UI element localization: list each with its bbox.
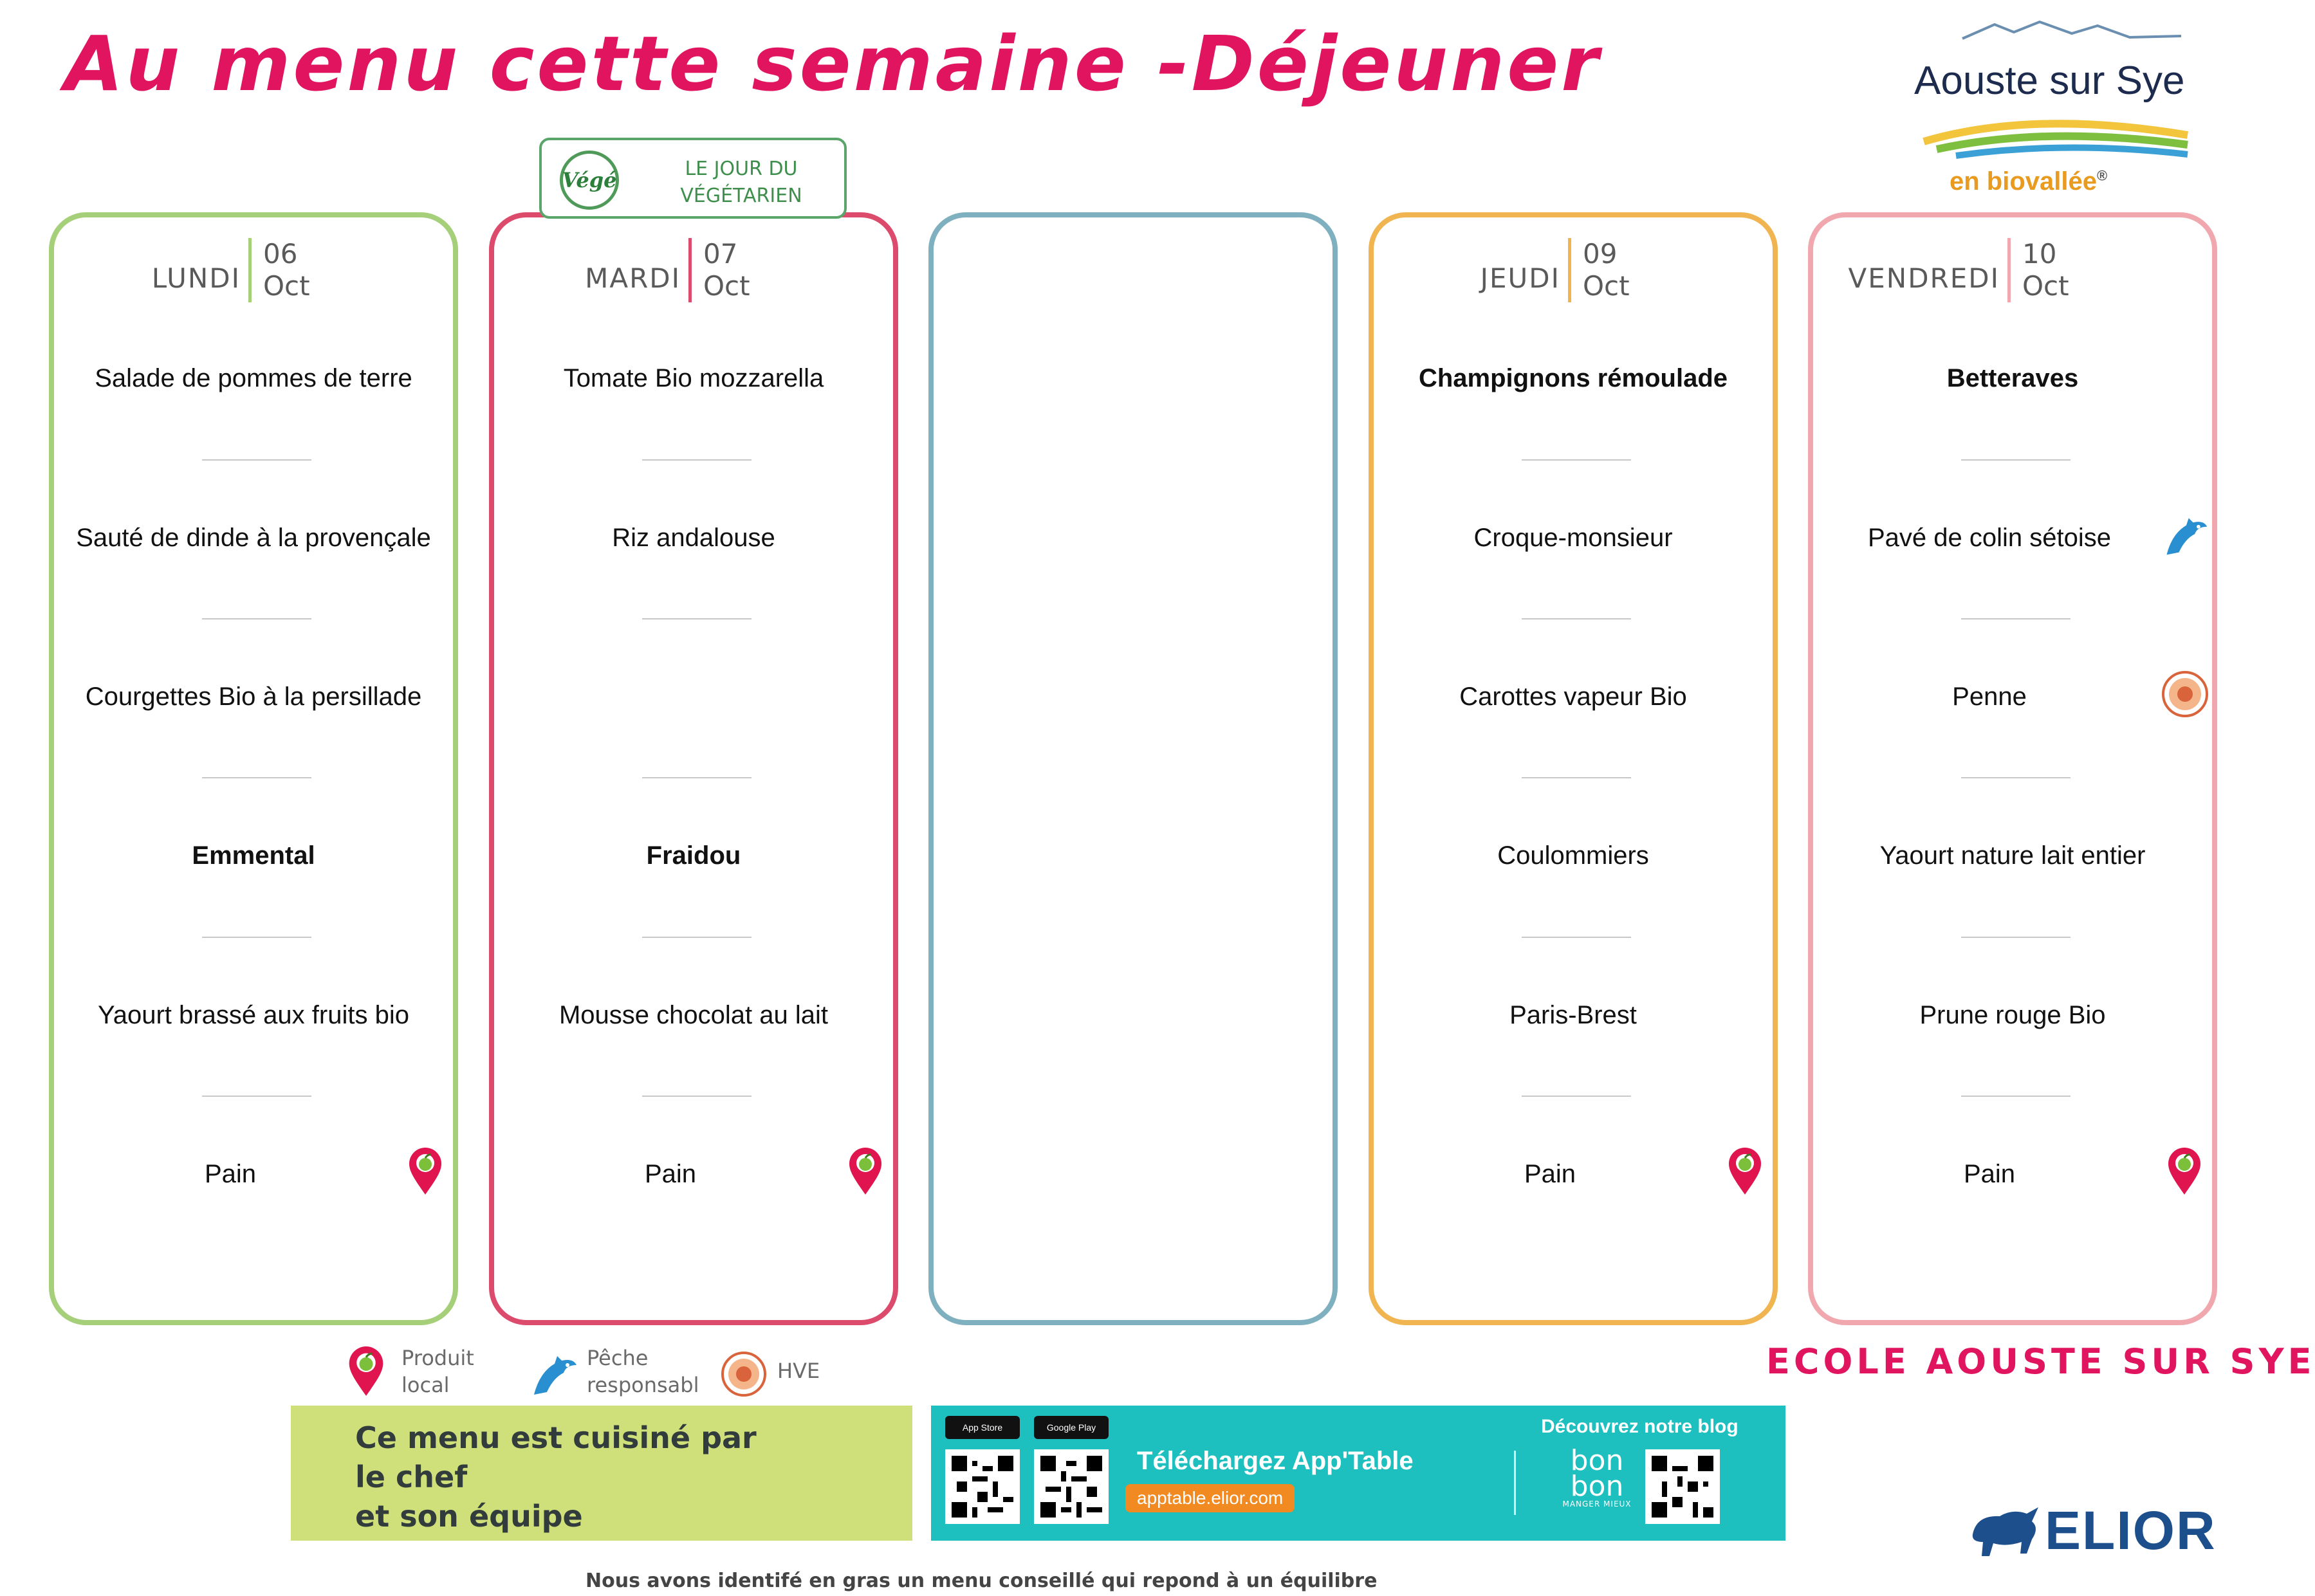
menu-dish: Tomate Bio mozzarella <box>563 364 824 392</box>
qr-code-icon[interactable] <box>1034 1449 1109 1524</box>
chef-banner <box>291 1406 912 1541</box>
app-banner[interactable] <box>931 1406 1785 1541</box>
legend-hve: HVE <box>777 1359 820 1383</box>
menu-dish: Emmental <box>192 841 315 870</box>
day-card-jeudi <box>1369 212 1778 1325</box>
dish-separator <box>1522 459 1631 461</box>
dish-separator <box>202 618 311 619</box>
legend <box>347 1344 820 1402</box>
local-product-pin-icon <box>2167 1147 2202 1196</box>
menu-dish: Carottes vapeur Bio <box>1459 683 1687 711</box>
menu-dish: Yaourt brassé aux fruits bio <box>98 1001 409 1029</box>
divider <box>1514 1451 1516 1515</box>
menu-dish: Pain <box>644 1160 697 1188</box>
blog-logo[interactable]: bon bon MANGER MIEUX <box>1562 1444 1632 1509</box>
day-divider <box>2007 238 2011 302</box>
legend-fishing: Pêche responsabl <box>587 1346 699 1397</box>
day-header <box>494 235 893 306</box>
menu-dish: Coulommiers <box>1497 841 1649 870</box>
menu-dish: Champignons rémoulade <box>1418 364 1728 392</box>
day-name: LUNDI <box>151 262 241 294</box>
dish-separator <box>1522 1096 1631 1097</box>
menu-dish: Salade de pommes de terre <box>95 364 412 392</box>
blog-title: Découvrez notre blog <box>1541 1416 1739 1437</box>
day-date: 09 Oct <box>1583 238 1630 302</box>
dish-separator <box>1522 777 1631 778</box>
menu-dish: Pain <box>204 1160 257 1188</box>
hve-icon <box>2161 670 2209 719</box>
day-divider <box>1568 238 1571 302</box>
day-card-lundi <box>49 212 458 1325</box>
dish-separator <box>202 777 311 778</box>
logo-tagline: en biovallée® <box>1950 167 2108 196</box>
dish-separator <box>642 618 752 619</box>
bull-icon <box>1968 1502 2042 1560</box>
day-date: 07 Oct <box>703 238 750 302</box>
day-name: MARDI <box>585 262 681 294</box>
local-product-pin-icon <box>848 1147 883 1196</box>
dish-separator <box>642 1096 752 1097</box>
dish-separator <box>1961 459 2071 461</box>
legend-local: Produit local <box>401 1346 474 1397</box>
app-title: Téléchargez App'Table <box>1137 1447 1414 1475</box>
menu-dish: Pain <box>1963 1160 2016 1188</box>
menu-dish: Prune rouge Bio <box>1919 1001 2106 1029</box>
dish-separator <box>1522 937 1631 938</box>
dish-separator <box>202 459 311 461</box>
day-divider <box>248 238 252 302</box>
local-product-pin-icon <box>1728 1147 1762 1196</box>
day-header <box>54 235 453 306</box>
day-card-mardi <box>489 212 898 1325</box>
school-name: ECOLE AOUSTE SUR SYE <box>1766 1341 2315 1382</box>
dish-separator <box>1961 1096 2071 1097</box>
day-divider <box>688 238 692 302</box>
dish-separator <box>1961 777 2071 778</box>
menu-dish: Sauté de dinde à la provençale <box>76 524 431 552</box>
dish-separator <box>202 937 311 938</box>
dish-separator <box>642 459 752 461</box>
menu-dish: Croque-monsieur <box>1473 524 1673 552</box>
menu-dish: Riz andalouse <box>612 524 775 552</box>
dish-separator <box>1961 618 2071 619</box>
app-url-link[interactable]: apptable.elior.com <box>1125 1484 1295 1512</box>
logo-name: Aouste sur Sye <box>1914 59 2185 103</box>
local-product-pin-icon <box>408 1147 443 1196</box>
page-title: Au menu cette semaine -Déjeuner <box>64 19 1601 108</box>
footer-note: Nous avons identifé en gras un menu conseillé qui repond à un équilibre <box>586 1570 1378 1592</box>
vege-label: LE JOUR DU VÉGÉTARIEN <box>680 158 802 207</box>
menu-dish: Paris-Brest <box>1509 1001 1637 1029</box>
app-store-badge[interactable]: App Store <box>945 1416 1020 1439</box>
chef-text: Ce menu est cuisiné par le chef et son équipe <box>355 1420 757 1534</box>
google-play-badge[interactable]: Google Play <box>1034 1416 1109 1439</box>
day-header <box>1813 235 2212 306</box>
qr-code-icon[interactable] <box>945 1449 1020 1524</box>
dish-separator <box>202 1096 311 1097</box>
day-name: VENDREDI <box>1848 262 2000 294</box>
dish-separator <box>1522 618 1631 619</box>
menu-dish: Fraidou <box>646 841 741 870</box>
qr-pattern-icon <box>952 1456 1013 1518</box>
day-header <box>1374 235 1773 306</box>
brand-name: ELIOR <box>2045 1500 2217 1561</box>
responsible-fishing-icon <box>2161 511 2209 560</box>
menu-dish: Betteraves <box>1946 364 2079 392</box>
day-date: 10 Oct <box>2022 238 2069 302</box>
responsible-fishing-icon <box>528 1350 579 1399</box>
day-date: 06 Oct <box>263 238 310 302</box>
day-card-vendredi <box>1808 212 2217 1325</box>
menu-dish: Penne <box>1952 683 2027 711</box>
dish-separator <box>642 937 752 938</box>
vegetarian-day-badge <box>539 138 847 219</box>
qr-pattern-icon <box>1040 1456 1102 1518</box>
menu-dish: Pain <box>1524 1160 1576 1188</box>
qr-code-icon[interactable] <box>1645 1449 1720 1524</box>
local-product-pin-icon <box>347 1346 385 1397</box>
menu-dish: Mousse chocolat au lait <box>558 1001 828 1029</box>
dish-separator <box>642 777 752 778</box>
menu-dish: Courgettes Bio à la persillade <box>85 683 422 711</box>
menu-dish: Yaourt nature lait entier <box>1879 841 2146 870</box>
dish-separator <box>1961 937 2071 938</box>
hve-icon <box>721 1351 767 1397</box>
qr-pattern-icon <box>1652 1456 1713 1518</box>
elior-logo <box>1968 1496 2217 1566</box>
vege-icon: Végé <box>560 151 619 210</box>
day-card-empty <box>928 212 1338 1325</box>
day-name: JEUDI <box>1480 262 1560 294</box>
menu-dish: Pavé de colin sétoise <box>1867 524 2111 552</box>
town-logo <box>1885 13 2200 206</box>
